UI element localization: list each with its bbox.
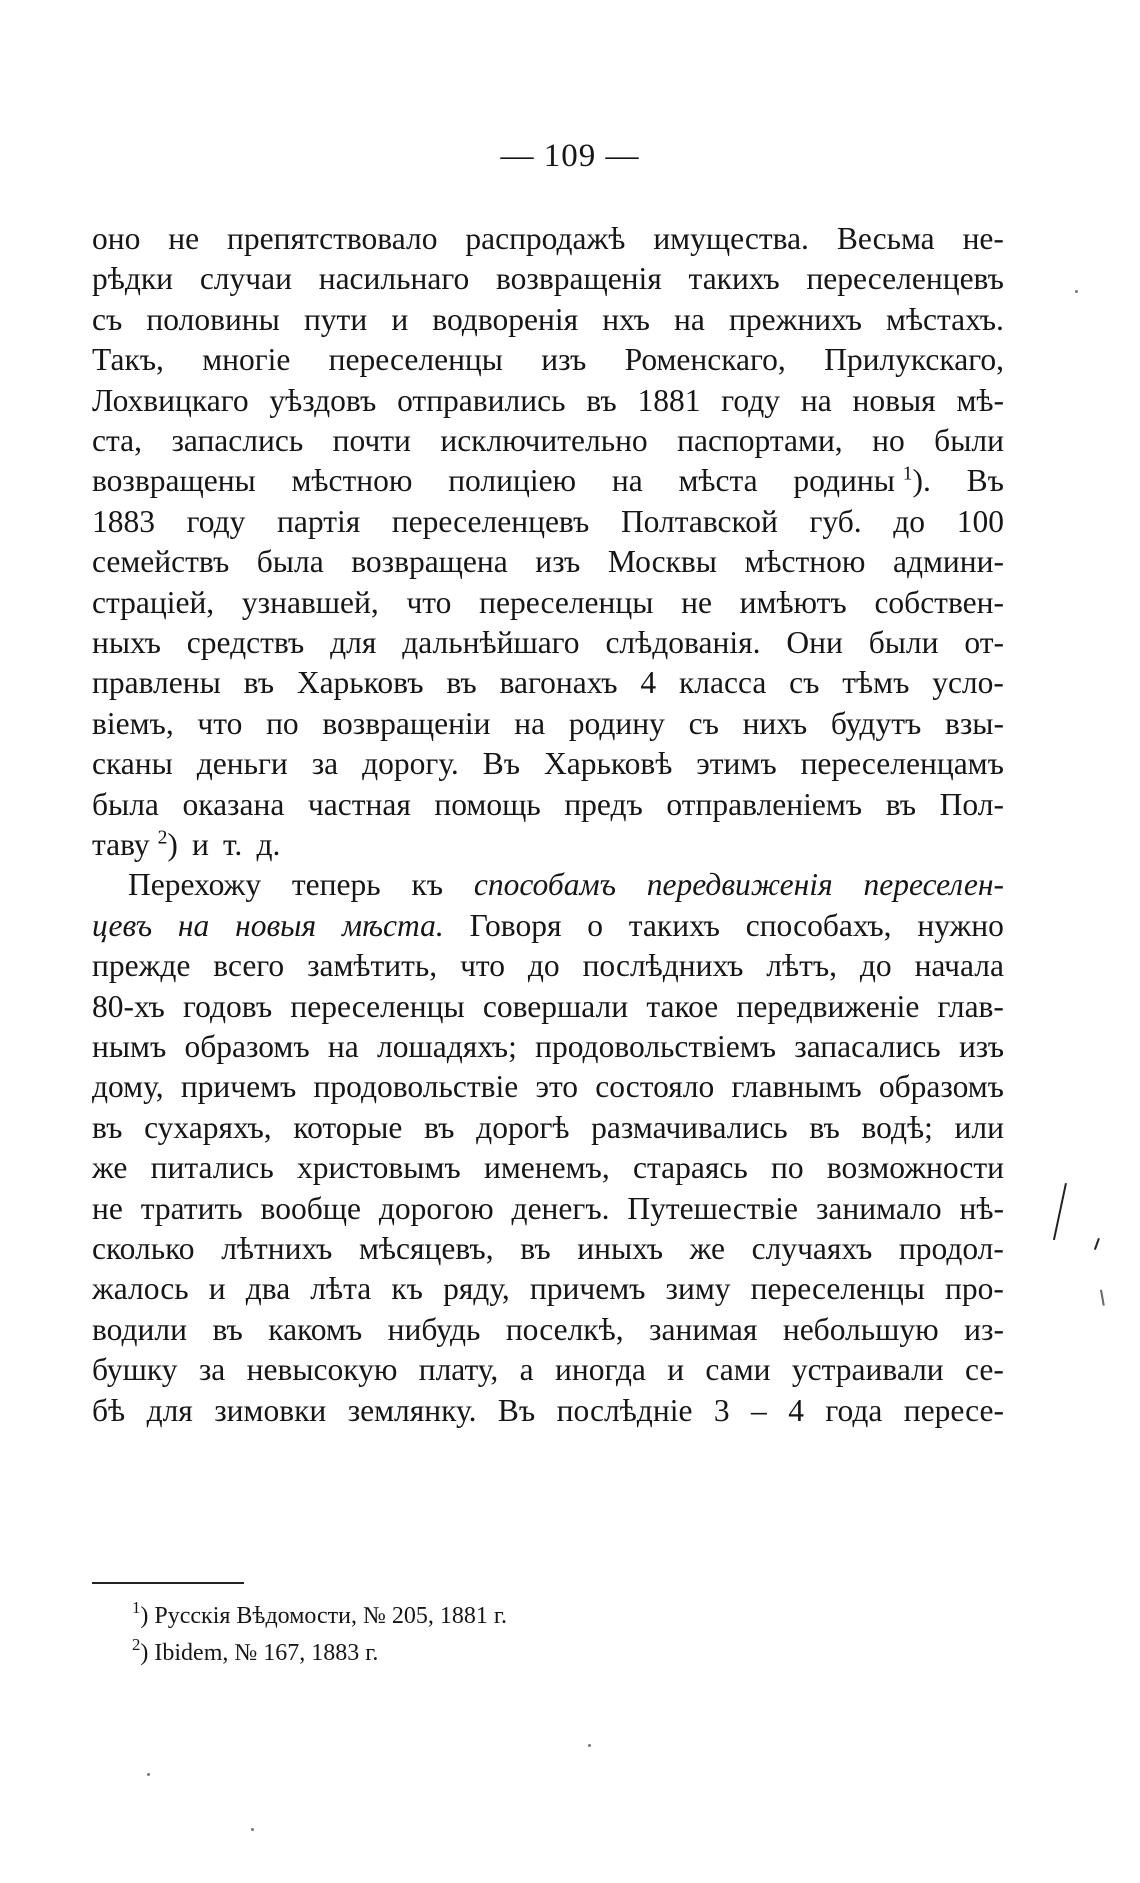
word: были bbox=[934, 423, 1004, 458]
word: имѣютъ bbox=[739, 584, 847, 620]
word: передвиженіе bbox=[736, 988, 920, 1024]
word: что bbox=[406, 584, 452, 620]
text-line bbox=[92, 381, 1004, 423]
footnote-ref: 2 bbox=[157, 827, 168, 849]
text-line bbox=[92, 219, 1004, 261]
margin-pencil-curl bbox=[1100, 1290, 1105, 1306]
word: нихъ bbox=[742, 705, 808, 741]
word: переселенцы bbox=[290, 988, 465, 1024]
word: страціей, bbox=[92, 584, 215, 620]
word: прежде bbox=[92, 948, 191, 984]
word: въ bbox=[586, 382, 617, 418]
word: годовъ bbox=[183, 988, 273, 1024]
footnote bbox=[132, 1598, 892, 1635]
word: зимовки bbox=[214, 1392, 327, 1428]
footnote-text: ) Русскія Вѣдомости, № 205, 1881 г. bbox=[140, 1603, 507, 1629]
word: отправленіемъ bbox=[666, 786, 863, 822]
word: землянку. bbox=[347, 1392, 477, 1428]
word: пересе- bbox=[903, 1392, 1004, 1428]
word: въ bbox=[520, 1231, 551, 1266]
word: возвращены bbox=[92, 463, 256, 499]
word: способамъ bbox=[473, 867, 616, 903]
word: были bbox=[868, 625, 939, 660]
word: возможности bbox=[826, 1150, 1004, 1186]
text-line bbox=[92, 300, 1004, 342]
text-line bbox=[92, 1189, 1004, 1231]
word: ста, bbox=[92, 423, 142, 458]
word: что bbox=[460, 948, 506, 984]
word: на bbox=[514, 705, 546, 741]
word: что bbox=[197, 705, 243, 741]
word: родины bbox=[793, 463, 895, 499]
word: семействъ bbox=[92, 544, 230, 580]
word: класса bbox=[678, 665, 767, 701]
word: устраивали bbox=[791, 1352, 944, 1388]
word: мѣсяцевъ, bbox=[359, 1231, 494, 1266]
word: въ bbox=[446, 665, 477, 701]
word: такихъ bbox=[628, 907, 720, 943]
word: губ. bbox=[809, 503, 862, 539]
word: вообще bbox=[260, 1190, 361, 1226]
word: имущества. bbox=[653, 221, 809, 256]
word: из- bbox=[964, 1311, 1004, 1347]
word: возвращена bbox=[351, 544, 508, 580]
word: нибудь bbox=[387, 1311, 481, 1347]
word: была bbox=[92, 786, 159, 822]
word: 3 bbox=[713, 1392, 730, 1428]
word: переселенцы bbox=[328, 342, 503, 378]
word: иногда bbox=[555, 1352, 646, 1388]
text-line bbox=[92, 502, 1004, 544]
word: съ bbox=[789, 665, 820, 701]
word: или bbox=[954, 1109, 1004, 1145]
word: сами bbox=[705, 1352, 771, 1388]
page-speck bbox=[147, 1773, 150, 1776]
word: родину bbox=[568, 705, 665, 741]
text-line bbox=[92, 785, 1004, 827]
word: два bbox=[245, 1271, 291, 1307]
word: въ bbox=[885, 786, 917, 822]
word: уѣздовъ bbox=[269, 382, 377, 418]
text-line bbox=[92, 461, 1004, 503]
word: продовольствіемъ bbox=[535, 1029, 776, 1064]
word: новыя bbox=[852, 382, 936, 418]
word-with-footnote bbox=[92, 825, 178, 867]
word: году bbox=[721, 382, 781, 418]
text-line bbox=[92, 340, 1004, 382]
margin-pencil-tick bbox=[1094, 1238, 1100, 1250]
word: на bbox=[674, 301, 705, 337]
word: Такъ, bbox=[92, 342, 164, 378]
footnote-mark: 1 bbox=[132, 1597, 141, 1617]
word: но bbox=[872, 423, 905, 458]
word: главнымъ bbox=[731, 1069, 862, 1105]
word: это bbox=[535, 1069, 579, 1105]
word: образомъ bbox=[878, 1069, 1004, 1105]
word: по bbox=[770, 1150, 804, 1186]
word: мѣ- bbox=[956, 382, 1004, 418]
text-line bbox=[92, 259, 1004, 301]
text-line bbox=[92, 1229, 1004, 1271]
word: переселен- bbox=[863, 867, 1004, 903]
word: въ bbox=[243, 665, 274, 701]
word: мѣстною bbox=[744, 544, 866, 580]
word: водили bbox=[92, 1311, 187, 1347]
word: 4 bbox=[788, 1392, 804, 1428]
word: вагонахъ bbox=[499, 665, 618, 701]
word: ныхъ bbox=[92, 625, 161, 660]
word: поселкѣ, bbox=[505, 1311, 624, 1347]
word: Полтавской bbox=[620, 503, 778, 539]
word: отправились bbox=[397, 382, 566, 418]
word: за bbox=[311, 746, 339, 782]
word: от- bbox=[964, 625, 1004, 660]
word: т. bbox=[223, 827, 243, 862]
word: Въ bbox=[482, 746, 521, 782]
word-with-footnote bbox=[793, 461, 931, 503]
word: Москвы bbox=[607, 544, 717, 580]
word: года bbox=[825, 1392, 883, 1428]
text-line bbox=[92, 1148, 1004, 1190]
word: мѣстною bbox=[291, 463, 413, 499]
text-line bbox=[92, 583, 1004, 625]
text-line bbox=[92, 663, 1004, 705]
word: 4 bbox=[640, 665, 657, 701]
page-speck bbox=[251, 1828, 254, 1831]
word: изъ bbox=[958, 1029, 1004, 1064]
footnote bbox=[132, 1635, 892, 1672]
word: за bbox=[198, 1352, 226, 1388]
word: въ bbox=[212, 1311, 243, 1347]
word: таву bbox=[92, 827, 150, 862]
footnotes bbox=[132, 1598, 892, 1672]
word: бушку bbox=[92, 1352, 178, 1388]
word: 1881 bbox=[637, 382, 701, 418]
word: причемъ bbox=[529, 1271, 646, 1307]
word: до bbox=[893, 503, 926, 539]
word: дорогѣ bbox=[476, 1109, 570, 1145]
word: и bbox=[667, 1352, 685, 1388]
text-line bbox=[92, 1269, 1004, 1311]
word: не bbox=[681, 584, 712, 620]
word: прежнихъ bbox=[728, 301, 862, 337]
word: про- bbox=[945, 1271, 1004, 1307]
word: образомъ bbox=[184, 1029, 310, 1064]
word: цевъ bbox=[92, 907, 153, 943]
word: Прилукскаго, bbox=[824, 342, 1004, 378]
word: предъ bbox=[564, 786, 643, 822]
word: водѣ; bbox=[861, 1109, 933, 1145]
word: се- bbox=[965, 1352, 1004, 1388]
word: тѣмъ bbox=[842, 665, 910, 701]
word: изъ bbox=[535, 544, 581, 580]
footnote-mark: 2 bbox=[132, 1634, 141, 1654]
text-line bbox=[92, 1350, 1004, 1392]
word: взы- bbox=[944, 705, 1004, 741]
word: паспортами, bbox=[677, 423, 843, 458]
margin-pencil-mark bbox=[1053, 1183, 1067, 1240]
word: на bbox=[327, 1029, 359, 1064]
word: админи- bbox=[892, 544, 1004, 580]
word: этимъ bbox=[696, 746, 777, 782]
word: водворенія bbox=[432, 301, 579, 337]
word: теперь bbox=[291, 867, 381, 903]
word: какомъ bbox=[268, 1311, 363, 1347]
word: не bbox=[168, 221, 200, 256]
word: запаслись bbox=[171, 423, 304, 458]
word: до bbox=[859, 948, 892, 984]
text-line bbox=[92, 1067, 1004, 1109]
word: собствен- bbox=[874, 584, 1004, 620]
word: распродажѣ bbox=[465, 221, 626, 256]
word: слѣдованія. bbox=[605, 625, 761, 660]
word: случаи bbox=[199, 261, 292, 297]
word: переселенцы bbox=[750, 1271, 925, 1307]
text-line bbox=[92, 542, 1004, 584]
word: многіе bbox=[202, 342, 291, 378]
word: такое bbox=[646, 988, 719, 1024]
word: на bbox=[611, 463, 643, 499]
word: которые bbox=[293, 1109, 403, 1145]
word: способахъ, bbox=[745, 907, 892, 943]
word: плату, bbox=[418, 1352, 499, 1388]
word: нхъ bbox=[602, 301, 650, 337]
word: сухаряхъ, bbox=[144, 1109, 272, 1145]
word: Путешествіе bbox=[627, 1190, 799, 1226]
page-speck bbox=[588, 1744, 591, 1747]
word: такихъ bbox=[688, 261, 780, 297]
word: совершали bbox=[482, 988, 629, 1024]
word: занимая bbox=[649, 1311, 758, 1347]
word: Въ bbox=[497, 1392, 536, 1428]
text-line bbox=[92, 987, 1004, 1029]
page-number: — 109 — bbox=[500, 138, 640, 174]
word: переселенцевъ bbox=[806, 261, 1004, 297]
word: именемъ, bbox=[483, 1150, 610, 1186]
word: – bbox=[751, 1392, 767, 1428]
word: тратить bbox=[140, 1190, 243, 1226]
word: о bbox=[587, 907, 603, 943]
word: ) bbox=[167, 827, 178, 862]
word: лѣтнихъ bbox=[221, 1231, 333, 1266]
word: состояло bbox=[595, 1069, 715, 1105]
word: возвращеніи bbox=[322, 705, 491, 741]
word: занимало bbox=[815, 1190, 942, 1226]
word: небольшую bbox=[782, 1311, 939, 1347]
word: жалось bbox=[92, 1271, 189, 1307]
word: дальнѣйшаго bbox=[402, 625, 580, 660]
word: сколько bbox=[92, 1231, 195, 1266]
word: половины bbox=[146, 301, 280, 337]
word: правлены bbox=[92, 665, 221, 701]
word: частная bbox=[307, 786, 411, 822]
word: причемъ bbox=[180, 1069, 297, 1105]
word: иныхъ bbox=[577, 1231, 663, 1266]
word: 80-хъ bbox=[92, 988, 165, 1024]
word: для bbox=[330, 625, 377, 660]
word: Харьковъ bbox=[296, 665, 424, 701]
text-line bbox=[92, 1391, 1004, 1433]
word: дому, bbox=[92, 1069, 164, 1105]
word: мѣстахъ. bbox=[886, 301, 1004, 337]
margin-dot bbox=[1075, 290, 1078, 293]
word: дорогу. bbox=[362, 746, 459, 782]
word: оно bbox=[92, 221, 141, 256]
word: исключительно bbox=[440, 423, 648, 458]
word: средствъ bbox=[186, 625, 305, 660]
word: послѣдніе bbox=[556, 1392, 693, 1428]
word: Они bbox=[786, 625, 843, 660]
word: переселенцевъ bbox=[391, 503, 590, 539]
word: же bbox=[689, 1231, 725, 1266]
word: Пол- bbox=[939, 786, 1004, 822]
word: препятствовало bbox=[227, 221, 438, 256]
word: оказана bbox=[182, 786, 285, 822]
footnote-rule bbox=[92, 1582, 244, 1584]
word: Въ bbox=[966, 463, 1004, 499]
footnote-text: ) Ibidem, № 167, 1883 г. bbox=[140, 1640, 379, 1666]
word: въ bbox=[424, 1109, 455, 1145]
word: переселенцамъ bbox=[800, 746, 1004, 782]
text-line bbox=[92, 946, 1004, 988]
word: мѣста bbox=[678, 463, 758, 499]
text-line bbox=[92, 704, 1004, 746]
text-line bbox=[92, 1027, 1004, 1069]
word: ряду, bbox=[443, 1271, 510, 1307]
word: нужно bbox=[917, 907, 1004, 943]
word: на bbox=[177, 907, 210, 943]
word: размачивались bbox=[591, 1109, 788, 1145]
word: Лохвицкаго bbox=[92, 382, 249, 418]
word: Говоря bbox=[469, 907, 562, 943]
word: будутъ bbox=[830, 705, 922, 741]
text-line bbox=[92, 421, 1004, 463]
word: Харьковѣ bbox=[544, 746, 673, 782]
word: лѣта bbox=[310, 1271, 372, 1307]
word: году bbox=[186, 503, 246, 539]
text-line bbox=[92, 744, 1004, 786]
word: усло- bbox=[932, 665, 1004, 701]
word: почти bbox=[332, 423, 411, 458]
word: и bbox=[208, 1271, 226, 1307]
word: Перехожу bbox=[128, 867, 262, 903]
word: на bbox=[800, 382, 832, 418]
word: возвращенія bbox=[495, 261, 662, 297]
word: сканы bbox=[92, 746, 173, 782]
word: новыя bbox=[235, 907, 317, 943]
word: случаяхъ bbox=[751, 1231, 873, 1266]
word: Роменскаго, bbox=[624, 342, 786, 378]
word: до bbox=[527, 948, 560, 984]
word: узнавшей, bbox=[241, 584, 379, 620]
word: всего bbox=[213, 948, 285, 984]
word: въ bbox=[92, 1109, 123, 1145]
word: по bbox=[266, 705, 299, 741]
word: 100 bbox=[956, 503, 1004, 539]
word: начала bbox=[914, 948, 1004, 984]
word: для bbox=[146, 1392, 193, 1428]
word: съ bbox=[688, 705, 719, 741]
word: зиму bbox=[665, 1271, 731, 1307]
word: лѣтъ, bbox=[766, 948, 838, 984]
word: передвиженія bbox=[646, 867, 833, 903]
word: и bbox=[391, 301, 409, 337]
word: питались bbox=[150, 1150, 274, 1186]
word: віемъ, bbox=[92, 705, 174, 741]
text-line bbox=[92, 1310, 1004, 1352]
word: бѣ bbox=[92, 1392, 126, 1428]
word: д. bbox=[256, 827, 281, 862]
word: къ bbox=[411, 867, 444, 903]
word: замѣтить, bbox=[307, 948, 438, 984]
word: Весьма bbox=[836, 221, 935, 256]
word: не bbox=[92, 1190, 123, 1226]
text-line bbox=[92, 1108, 1004, 1150]
word: запасались bbox=[794, 1029, 941, 1064]
word: пути bbox=[303, 301, 368, 337]
footnote-ref: 1 bbox=[902, 463, 913, 485]
word: деньги bbox=[196, 746, 288, 782]
word: къ bbox=[391, 1271, 423, 1307]
word: дорогою bbox=[378, 1190, 494, 1226]
word: изъ bbox=[541, 342, 587, 378]
text-line bbox=[92, 865, 1004, 907]
word: а bbox=[519, 1352, 534, 1388]
word: лошадяхъ; bbox=[377, 1029, 517, 1064]
word: стараясь bbox=[633, 1150, 748, 1186]
word: мѣста. bbox=[341, 907, 444, 943]
word: полиціею bbox=[448, 463, 577, 499]
word: нымъ bbox=[92, 1029, 167, 1064]
word: партія bbox=[277, 503, 361, 539]
word: съ bbox=[92, 301, 123, 337]
text-line bbox=[92, 825, 1004, 867]
word: и bbox=[192, 827, 209, 862]
word: переселенцы bbox=[479, 584, 654, 620]
text-line bbox=[92, 623, 1004, 665]
word: нѣ- bbox=[959, 1190, 1004, 1226]
word: же bbox=[92, 1150, 128, 1186]
word: помощь bbox=[434, 786, 541, 822]
word: ). bbox=[912, 463, 931, 499]
word: христовымъ bbox=[296, 1150, 461, 1186]
word: была bbox=[256, 544, 324, 580]
word: послѣднихъ bbox=[582, 948, 744, 984]
word: продовольствіе bbox=[313, 1069, 519, 1105]
word: денегъ. bbox=[511, 1190, 610, 1226]
word: 1883 bbox=[92, 503, 155, 539]
word: насильнаго bbox=[318, 261, 470, 297]
text-line bbox=[92, 906, 1004, 948]
word: не- bbox=[962, 221, 1004, 256]
word: въ bbox=[809, 1109, 840, 1145]
word: глав- bbox=[937, 988, 1004, 1024]
word: рѣдки bbox=[92, 261, 174, 297]
word: продол- bbox=[898, 1231, 1004, 1266]
word: невысокую bbox=[246, 1352, 398, 1388]
